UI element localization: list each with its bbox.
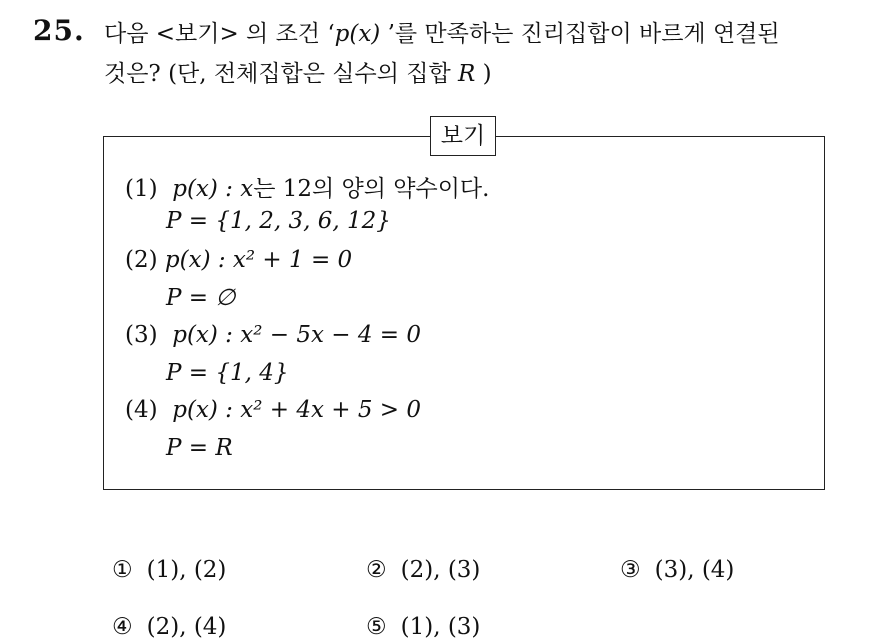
choice-marker: ⑤ (366, 614, 387, 640)
item-condition-math: p(x) : x² + 1 = 0 (164, 247, 353, 273)
answer-choice-1[interactable] (112, 557, 226, 583)
item-set: P = ∅ (166, 285, 236, 311)
choice-marker: ③ (620, 557, 641, 583)
example-item-4-set (166, 435, 233, 461)
stem-text: 다음 <보기> 의 조건 ‘ (104, 21, 335, 47)
answer-choice-4[interactable] (112, 614, 226, 640)
item-number: (1) (125, 176, 158, 202)
item-number: (4) (125, 397, 158, 423)
item-set: P = {1, 2, 3, 6, 12} (166, 208, 391, 234)
answer-choice-3[interactable] (620, 557, 734, 583)
choice-marker: ① (112, 557, 133, 583)
example-box-title: 보기 (430, 116, 496, 156)
stem-math: R (458, 61, 476, 87)
question-number: 25. (33, 14, 85, 47)
item-condition-math: p(x) : x² − 5x − 4 = 0 (172, 322, 421, 348)
choice-text: (1), (3) (400, 614, 481, 640)
item-condition-math: p(x) : x (172, 176, 254, 202)
item-condition-math: p(x) : x² + 4x + 5 > 0 (172, 397, 421, 423)
choice-text: (3), (4) (654, 557, 735, 583)
stem-math: p(x) (334, 21, 381, 47)
choice-text: (2), (4) (146, 614, 227, 640)
answer-choice-2[interactable] (366, 557, 480, 583)
item-set: P = R (166, 435, 233, 461)
example-item-2-set (166, 285, 235, 311)
question-stem-line2 (104, 55, 492, 88)
example-item-2 (125, 247, 352, 273)
stem-text: 것은? (단, 전체집합은 실수의 집합 (104, 61, 459, 87)
choice-marker: ④ (112, 614, 133, 640)
example-item-1 (125, 170, 489, 203)
stem-text: ’를 만족하는 진리집합이 바르게 연결된 (380, 21, 780, 47)
item-condition-text: 는 12의 양의 약수이다. (253, 176, 490, 202)
example-item-4 (125, 397, 421, 423)
example-item-1-set (166, 208, 391, 234)
answer-choice-5[interactable] (366, 614, 480, 640)
item-set: P = {1, 4} (166, 360, 289, 386)
item-number: (2) (125, 247, 158, 273)
item-number: (3) (125, 322, 158, 348)
choice-text: (1), (2) (146, 557, 227, 583)
example-item-3 (125, 322, 421, 348)
stem-text: ) (475, 61, 492, 87)
choice-text: (2), (3) (400, 557, 481, 583)
question-stem-line1 (104, 15, 780, 48)
choice-marker: ② (366, 557, 387, 583)
example-item-3-set (166, 360, 289, 386)
